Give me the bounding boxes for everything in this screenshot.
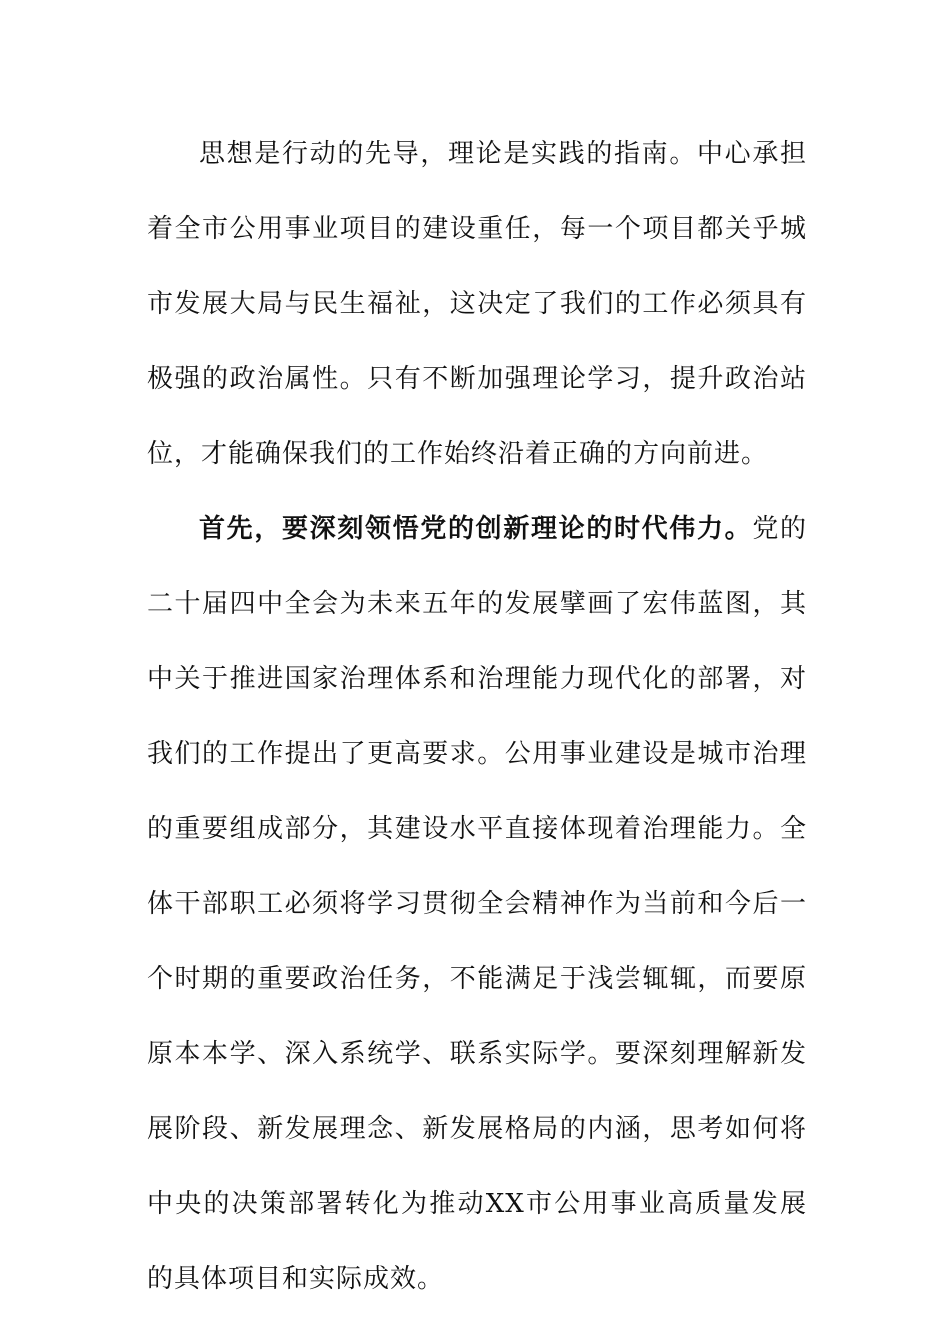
paragraph-1-text: 思想是行动的先导，理论是实践的指南。中心承担着全市公用事业项目的建设重任，每一个项目都关乎城市发展大局与民生福祉，这决定了我们的工作必须具有极强的政治属性。只有不断加强理论学习，提升政治站位，才能确保我们的工作始终沿着正确的方向前进。 [147, 139, 807, 469]
paragraph-1 [147, 117, 807, 492]
paragraph-2-text: 党的二十届四中全会为未来五年的发展擘画了宏伟蓝图，其中关于推进国家治理体系和治理能力现代化的部署，对我们的工作提出了更高要求。公用事业建设是城市治理的重要组成部分，其建设水平直接体现着治理能力。全体干部职工必须将学习贯彻全会精神作为当前和今后一个时期的重要政治任务，不能满足于浅尝辄辄，而要原原本本学、深入系统学、联系实际学。要深刻理解新发展阶段、新发展理念、新发展格局的内涵，思考如何将中央的决策部署转化为推动XX市公用事业高质量发展的具体项目和实际成效。 [147, 514, 807, 1294]
paragraph-2 [147, 492, 807, 1317]
document-body [147, 117, 807, 1317]
paragraph-2-lead: 首先，要深刻领悟党的创新理论的时代伟力。 [199, 514, 753, 544]
